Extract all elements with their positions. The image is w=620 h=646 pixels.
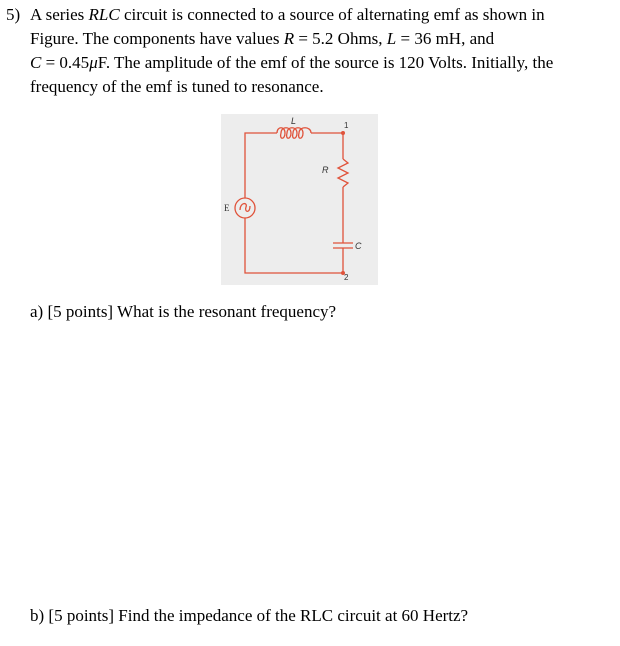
text-segment: = 36 mH, and xyxy=(396,29,495,48)
ac-source-circle xyxy=(235,198,255,218)
text-segment: = 5.2 Ohms, xyxy=(294,29,387,48)
wire-left-top xyxy=(245,133,277,198)
text-segment: circuit is connected to a source of alternating emf as shown in xyxy=(119,5,545,24)
ac-source-wave xyxy=(240,204,250,212)
text-segment: Figure. The components have values xyxy=(30,29,284,48)
problem-line-4: frequency of the emf is tuned to resonance. xyxy=(30,77,324,96)
node-1-dot xyxy=(341,131,345,135)
capacitor-label: C xyxy=(355,241,362,251)
mu-symbol: μ xyxy=(89,53,98,72)
problem-line-1 xyxy=(30,3,620,27)
question-a: a) [5 points] What is the resonant frequency? xyxy=(30,302,337,321)
l-symbol: L xyxy=(386,29,397,48)
problem-line-3 xyxy=(30,51,620,75)
source-label: E xyxy=(224,203,230,213)
c-symbol: C xyxy=(30,53,42,72)
node-1-label: 1 xyxy=(344,121,349,130)
problem-number: 5) xyxy=(6,5,21,24)
problem-text xyxy=(30,3,620,99)
text-segment: F. The amplitude of the emf of the source is 120 Volts. Initially, the xyxy=(97,53,554,72)
problem-line-2 xyxy=(30,27,620,51)
resistor-label: R xyxy=(322,165,329,175)
r-symbol: R xyxy=(283,29,295,48)
text-segment: A series xyxy=(30,5,89,24)
node-2-label: 2 xyxy=(344,273,349,282)
resistor-zigzag xyxy=(338,159,348,187)
rlc-term: RLC xyxy=(88,5,120,24)
inductor-coil xyxy=(277,128,311,139)
rlc-circuit-figure xyxy=(221,114,378,285)
circuit-wires xyxy=(235,128,353,273)
circuit-diagram xyxy=(221,114,378,285)
question-b: b) [5 points] Find the impedance of the RLC circuit at 60 Hertz? xyxy=(30,606,469,625)
text-segment: = 0.45 xyxy=(41,53,90,72)
wire-left-bottom xyxy=(245,218,343,273)
inductor-label: L xyxy=(291,116,297,126)
